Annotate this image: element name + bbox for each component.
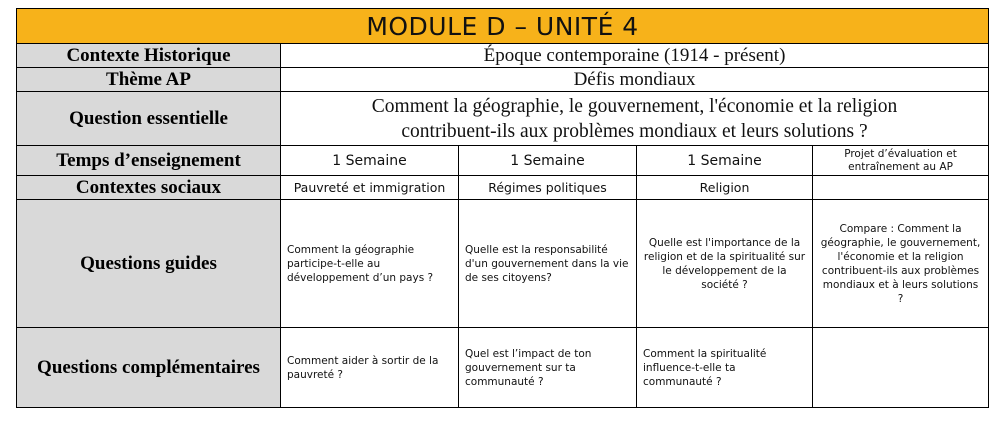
contextes-row	[17, 176, 989, 200]
contextes-cell: Pauvreté et immigration	[281, 176, 459, 200]
contextes-cell: Régimes politiques	[459, 176, 637, 200]
temps-cell: Projet d’évaluation et entraînement au AP	[813, 146, 989, 176]
module-title: MODULE D – UNITÉ 4	[17, 9, 989, 44]
temps-cell: 1 Semaine	[459, 146, 637, 176]
title-row	[17, 9, 989, 44]
contextes-label: Contextes sociaux	[17, 176, 281, 200]
guides-cell: Quelle est la responsabilité d'un gouvernement dans la vie de ses citoyens?	[459, 200, 637, 328]
theme-value: Défis mondiaux	[281, 68, 989, 92]
guides-cell: Comment la géographie participe-t-elle au développement d’un pays ?	[281, 200, 459, 328]
question-value: Comment la géographie, le gouvernement, l'économie et la religion contribuent-ils aux problèmes mondiaux et leurs solutions ?	[281, 92, 989, 146]
unit-plan-table	[16, 8, 989, 408]
temps-cell: 1 Semaine	[637, 146, 813, 176]
complementaires-cell: Quel est l’impact de ton gouvernement sur ta communauté ?	[459, 328, 637, 408]
contexte-label: Contexte Historique	[17, 44, 281, 68]
complementaires-label: Questions complémentaires	[17, 328, 281, 408]
temps-cell: 1 Semaine	[281, 146, 459, 176]
complementaires-cell: Comment aider à sortir de la pauvreté ?	[281, 328, 459, 408]
contexte-row	[17, 44, 989, 68]
complementaires-row	[17, 328, 989, 408]
temps-label: Temps d’enseignement	[17, 146, 281, 176]
temps-row	[17, 146, 989, 176]
question-row	[17, 92, 989, 146]
guides-label: Questions guides	[17, 200, 281, 328]
question-label: Question essentielle	[17, 92, 281, 146]
contexte-value: Époque contemporaine (1914 - présent)	[281, 44, 989, 68]
guides-row	[17, 200, 989, 328]
contextes-cell: Religion	[637, 176, 813, 200]
theme-row	[17, 68, 989, 92]
guides-cell: Compare : Comment la géographie, le gouvernement, l'économie et la religion contribuent-ils aux problèmes mondiaux et à leurs solutions ?	[813, 200, 989, 328]
complementaires-cell	[813, 328, 989, 408]
guides-cell: Quelle est l'importance de la religion et de la spiritualité sur le développement de la société ?	[637, 200, 813, 328]
complementaires-cell: Comment la spiritualité influence-t-elle ta communauté ?	[637, 328, 813, 408]
theme-label: Thème AP	[17, 68, 281, 92]
contextes-cell	[813, 176, 989, 200]
unit-plan	[16, 8, 988, 408]
